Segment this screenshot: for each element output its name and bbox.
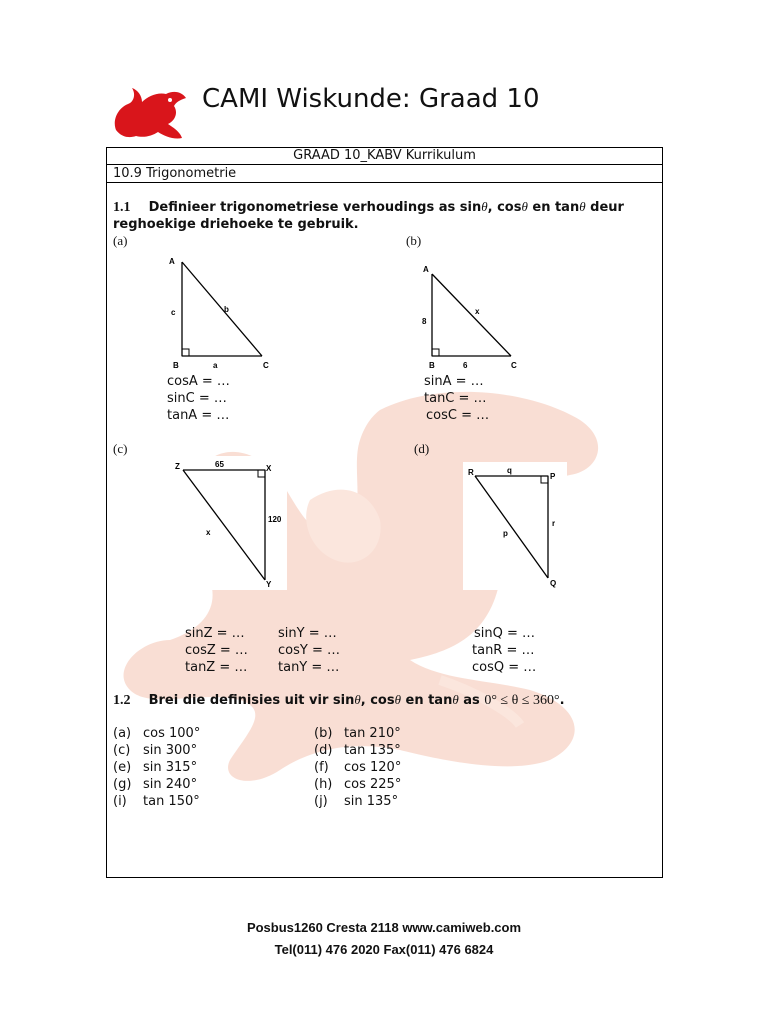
expr-sinQ: sinQ = … [474, 626, 536, 641]
section-heading: 10.9 Trigonometrie [113, 166, 237, 181]
expr-tanA: tanA = … [167, 408, 230, 423]
list-item: (d) tan 135° [314, 743, 401, 758]
list-item: (b) tan 210° [314, 726, 401, 741]
expr-tanC: tanC = … [424, 391, 487, 406]
cami-dragon-logo [108, 80, 190, 144]
expr-cosQ: cosQ = … [472, 660, 537, 675]
expr-sinA: sinA = … [424, 374, 484, 389]
expr-sinZ: sinZ = … [185, 626, 245, 641]
question-1-1-line2: reghoekige driehoeke te gebruik. [113, 217, 359, 232]
section-divider [106, 182, 663, 183]
header-divider [106, 164, 663, 165]
question-1-2: 1.2 Brei die definisies uit vir sinθ, cosθ en tanθ as 0° ≤ θ ≤ 360°. [113, 692, 565, 708]
list-item: (h) cos 225° [314, 777, 402, 792]
label-d: (d) [414, 441, 430, 456]
vertex-Y: Y [266, 580, 272, 589]
vertex-B: B [173, 361, 179, 370]
expr-sinY: sinY = … [278, 626, 337, 641]
label-c: (c) [113, 441, 128, 456]
expr-cosA: cosA = … [167, 374, 230, 389]
side-zx-length: 65 [215, 460, 224, 469]
list-item: (f) cos 120° [314, 760, 402, 775]
list-item: (a) cos 100° [113, 726, 201, 741]
side-p: p [503, 529, 508, 538]
triangle-b [417, 262, 527, 372]
expr-tanR: tanR = … [472, 643, 535, 658]
side-ab-length: 8 [422, 317, 427, 326]
triangle-c [173, 456, 287, 590]
vertex-R: R [468, 468, 474, 477]
side-a: a [213, 361, 218, 370]
expr-cosZ: cosZ = … [185, 643, 248, 658]
side-q: q [507, 466, 512, 475]
expr-cosC: cosC = … [426, 408, 490, 423]
list-item: (e) sin 315° [113, 760, 198, 775]
label-b: (b) [406, 233, 422, 248]
triangle-d [463, 462, 567, 590]
list-item: (g) sin 240° [113, 777, 198, 792]
expr-cosY: cosY = … [278, 643, 340, 658]
label-a: (a) [113, 233, 128, 248]
vertex-B: B [429, 361, 435, 370]
exercise-list-right [314, 726, 401, 811]
expr-sinC: sinC = … [167, 391, 227, 406]
side-x: x [206, 528, 211, 537]
expressions-a [167, 373, 230, 424]
footer-contact: Tel(011) 476 2020 Fax(011) 476 6824 [274, 942, 494, 957]
footer-address: Posbus1260 Cresta 2118 www.camiweb.com [246, 920, 522, 935]
triangle-a [162, 252, 282, 372]
expr-tanY: tanY = … [278, 660, 340, 675]
side-xy-length: 120 [268, 515, 282, 524]
vertex-X: X [266, 464, 272, 473]
side-bc-length: 6 [463, 361, 468, 370]
side-b: b [224, 305, 229, 314]
vertex-Q: Q [550, 579, 557, 588]
vertex-A: A [423, 265, 429, 274]
curriculum-title: GRAAD 10_KABV Kurrikulum [293, 148, 476, 163]
vertex-P: P [550, 472, 556, 481]
vertex-C: C [511, 361, 517, 370]
vertex-C: C [263, 361, 269, 370]
side-x: x [475, 307, 480, 316]
vertex-Z: Z [175, 462, 180, 471]
list-item: (c) sin 300° [113, 743, 198, 758]
expressions-c-z [185, 625, 248, 676]
vertex-A: A [169, 257, 175, 266]
app-title: CAMI Wiskunde: Graad 10 [202, 84, 540, 114]
side-r: r [552, 519, 556, 528]
expressions-c-y [278, 625, 340, 676]
list-item: (i) tan 150° [113, 794, 200, 809]
expr-tanZ: tanZ = … [185, 660, 248, 675]
expressions-b [424, 373, 489, 424]
question-1-1: 1.1 Definieer trigonometriese verhoudings as sinθ, cosθ en tanθ deur [113, 199, 624, 215]
side-c: c [171, 308, 176, 317]
expressions-d [472, 625, 536, 676]
exercise-list-left [113, 726, 200, 811]
list-item: (j) sin 135° [314, 794, 399, 809]
